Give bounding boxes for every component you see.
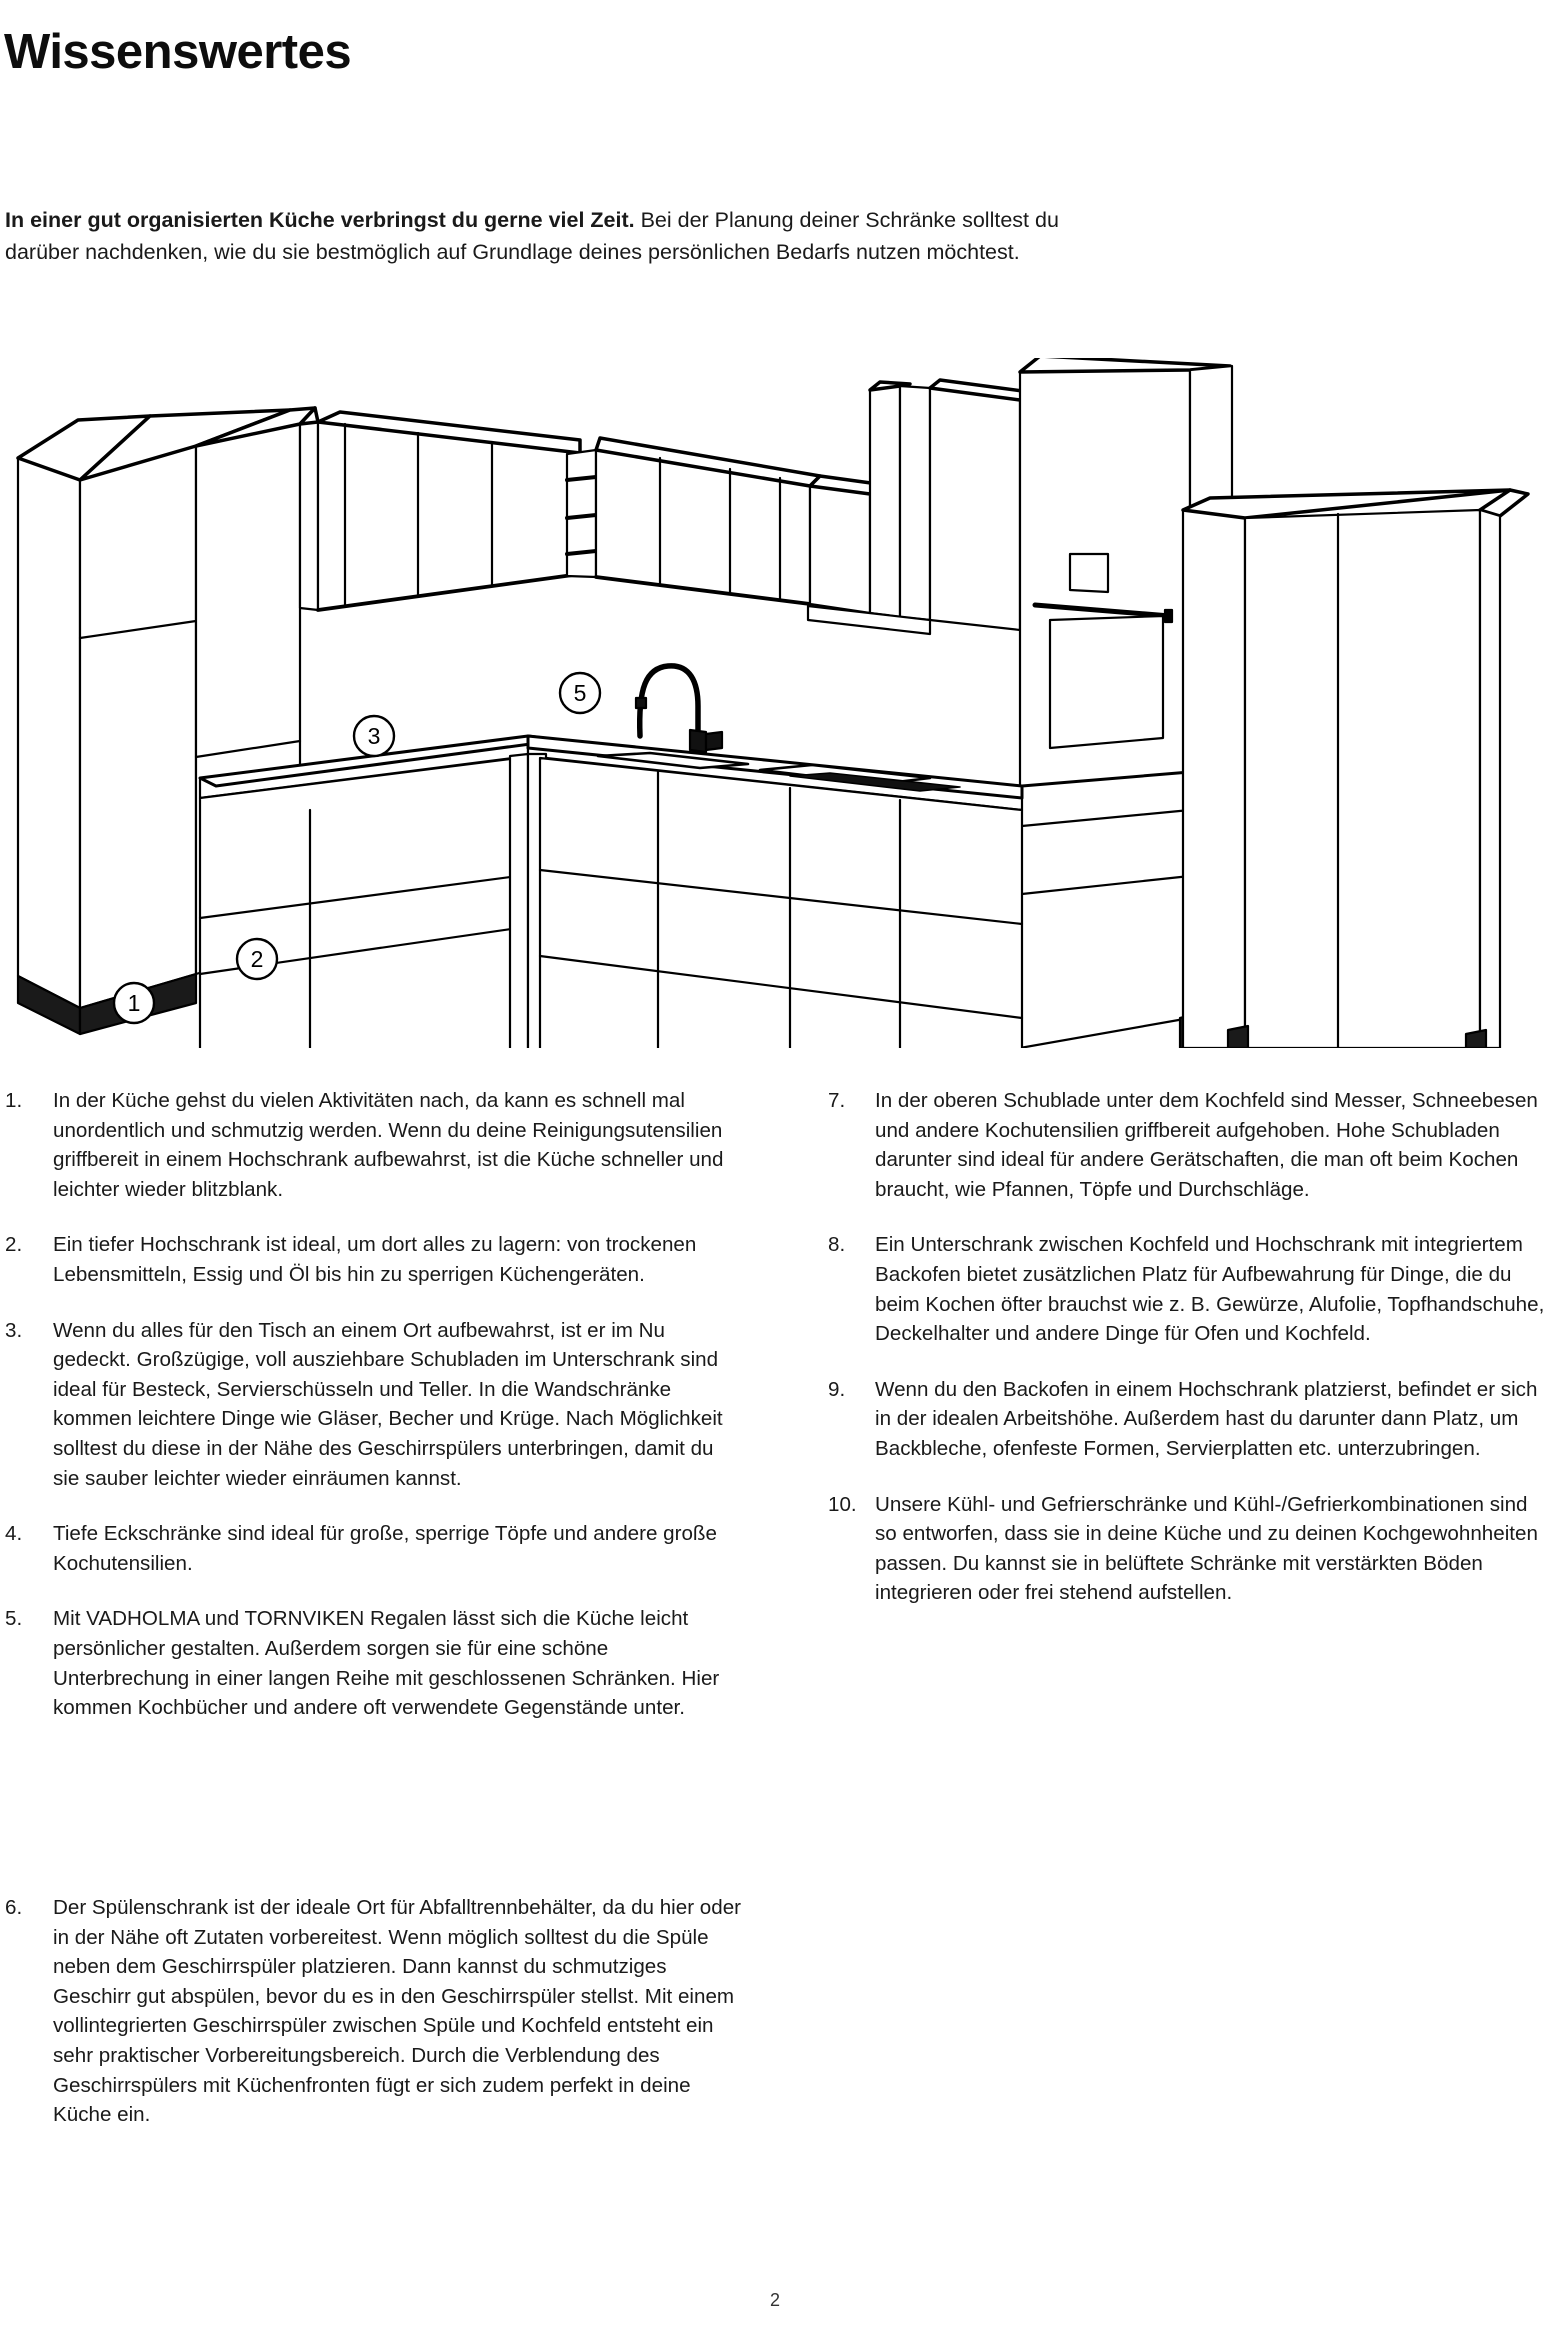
list-item-text: Ein tiefer Hochschrank ist ideal, um dort alles zu lagern: von trockenen Lebensmitteln, Essig und Öl bis hin zu sperrigen Küchengeräten. xyxy=(53,1233,697,1286)
oven-control-display xyxy=(1070,554,1108,592)
faucet-aerator xyxy=(636,698,646,708)
list-item-number: 3. xyxy=(5,1318,23,1342)
list-item-text: Der Spülenschrank ist der ideale Ort für Abfalltrennbehälter, da du hier oder in der Nähe oft Zutaten vorbereitest. Wenn möglich solltest du die Spüle neben dem Geschirrspüler platzieren. Dann kannst du schmutziges Geschirr gut abspülen, bevor du es in den Geschirrspüler stellst. Mit einem vollintegrierten Geschirrspüler zwischen Spüle und Kochfeld entsteht ein sehr praktischer Vorbereitungsbereich. Durch die Verblendung des Geschirrspülers mit Küchenfronten fügt er sich zudem perfekt in deine Küche ein. xyxy=(53,1896,741,2127)
list-item-number: 8. xyxy=(828,1233,846,1257)
list-item xyxy=(828,1086,1546,1204)
list-item-text: Ein Unterschrank zwischen Kochfeld und Hochschrank mit integriertem Backofen bietet zusätzlichen Platz für Aufbewahrung für Dinge, die du beim Kochen öfter brauchst wie z. B. Gewürze, Alufolie, Topfhandschuhe, Deckelhalter und andere Dinge für Ofen und Kochfeld. xyxy=(875,1233,1545,1346)
list-column-right xyxy=(828,1086,1546,1608)
intro-rest-sentence: Bei der Planung deiner Schränke solltest du darüber nachdenken, wie du sie bestmöglich auf Grundlage deines persönlichen Bedarfs nutzen möchtest. xyxy=(5,207,1059,264)
kitchen-line-drawing-svg xyxy=(0,358,1550,1048)
list-item-number: 6. xyxy=(5,1896,23,1919)
list-item xyxy=(5,1519,745,1578)
list-item xyxy=(828,1375,1546,1464)
oven-handle-end xyxy=(1165,610,1172,622)
list-item-number: 2. xyxy=(5,1233,23,1257)
list-item-text: Tiefe Eckschränke sind ideal für große, sperrige Töpfe und andere große Kochutensilien. xyxy=(53,1522,717,1575)
wall-cabinet-left-front xyxy=(318,422,580,610)
page-title: Wissenswertes xyxy=(4,24,352,79)
list-item-number: 9. xyxy=(828,1377,846,1401)
list-item-number: 5. xyxy=(5,1607,23,1631)
list-column-wide xyxy=(5,1893,745,2130)
kitchen-illustration xyxy=(0,358,1550,1048)
tall-cabinet-left-front xyxy=(80,446,196,1008)
faucet-lever xyxy=(706,732,722,750)
svg-text:1: 1 xyxy=(127,990,141,1016)
list-item xyxy=(5,1604,745,1722)
list-item-text: Unsere Kühl- und Gefrierschränke und Kühl-/Gefrierkombinationen sind so entworfen, dass sie in deine Küche und zu deinen Kochgewohnheiten passen. Du kannst sie in belüftete Schränke mit verstärkten Böden integrieren oder frei stehend aufstellen. xyxy=(875,1492,1538,1605)
callout-5 xyxy=(560,673,600,713)
list-item xyxy=(828,1490,1546,1608)
list-item-text: In der oberen Schublade unter dem Kochfeld sind Messer, Schneebesen und andere Kochutensilien griffbereit aufgehoben. Hohe Schubladen darunter sind ideal für andere Gerätschaften, die man oft beim Kochen braucht, wie Pfannen, Töpfe und Durchschläge. xyxy=(875,1089,1538,1201)
list-item-text: Wenn du den Backofen in einem Hochschrank platzierst, befindet er sich in der idealen Arbeitshöhe. Außerdem hast du darunter dann Platz, um Backbleche, ofenfeste Formen, Servierplatten etc. unterzubringen. xyxy=(875,1377,1538,1460)
fridge-front xyxy=(1245,510,1480,1048)
corner-post xyxy=(510,754,528,1048)
faucet-spout xyxy=(640,666,698,738)
callout-2 xyxy=(237,939,277,979)
base-right-front xyxy=(540,758,1022,1048)
callout-1 xyxy=(114,983,154,1023)
wall-run-left-return xyxy=(300,422,318,610)
list-item xyxy=(5,1893,745,2130)
tall-cabinet-left-side xyxy=(18,458,80,1008)
hood-panel-right xyxy=(930,388,1020,630)
list-item-number: 1. xyxy=(5,1089,23,1112)
intro-paragraph xyxy=(5,204,1070,268)
list-item-number: 7. xyxy=(828,1089,846,1112)
fridge-left-panel xyxy=(1183,510,1245,1048)
callout-3-upper xyxy=(354,716,394,756)
fridge-foot-right xyxy=(1466,1030,1486,1048)
list-item-number: 10. xyxy=(828,1492,857,1516)
svg-text:2: 2 xyxy=(250,946,264,972)
fridge-side xyxy=(1480,510,1500,1048)
list-item-text: Wenn du alles für den Tisch an einem Ort aufbewahrst, ist er im Nu gedeckt. Großzügige, voll ausziehbare Schubladen im Unterschrank sind ideal für Besteck, Servierschüsseln und Teller. In die Wandschränke kommen leichtere Dinge wie Gläser, Becher und Krüge. Nach Möglichkeit solltest du diese in der Nähe des Geschirrspülers unterbringen, damit du sie sauber leichter wieder einräumen kannst. xyxy=(53,1318,723,1490)
list-item xyxy=(828,1230,1546,1348)
svg-text:5: 5 xyxy=(573,680,587,706)
oven-door-glass xyxy=(1050,616,1163,748)
intro-lead-sentence: In einer gut organisierten Küche verbringst du gerne viel Zeit. xyxy=(5,207,635,232)
list-item-text: In der Küche gehst du vielen Aktivitäten nach, da kann es schnell mal unordentlich und schmutzig werden. Wenn du deine Reinigungsutensilien griffbereit in einem Hochschrank aufbewahrst, ist die Küche schneller und leichter wieder blitzblank. xyxy=(53,1089,724,1201)
list-item xyxy=(5,1230,745,1289)
list-item xyxy=(5,1086,745,1204)
fridge-foot-left xyxy=(1228,1026,1248,1048)
list-item-text: Mit VADHOLMA und TORNVIKEN Regalen lässt sich die Küche leicht persönlicher gestalten. Außerdem sorgen sie für eine schöne Unterbrechung in einer langen Reihe mit geschlossenen Schränken. Hier kommen Kochbücher und andere oft verwendete Gegenstände unter. xyxy=(53,1607,720,1720)
svg-text:3: 3 xyxy=(367,723,381,749)
list-item xyxy=(5,1316,745,1494)
list-column-left xyxy=(5,1086,745,1723)
base-left-front xyxy=(200,758,518,1048)
faucet-body xyxy=(690,730,706,752)
page-number: 2 xyxy=(769,2290,780,2310)
chimney-narrow xyxy=(870,386,900,617)
hood-panel-left xyxy=(810,486,870,613)
list-item-number: 4. xyxy=(5,1522,23,1546)
chimney-narrow-2 xyxy=(900,386,930,620)
